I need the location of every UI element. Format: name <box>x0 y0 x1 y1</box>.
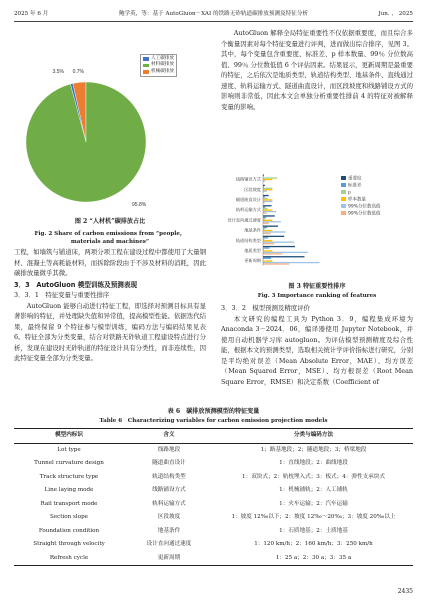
table-cell: 模型内标识 <box>55 432 83 438</box>
table6-caption <box>14 408 413 425</box>
table-cell: 设计直向通过速度 <box>146 541 192 547</box>
bar-3-4 <box>263 211 276 212</box>
paragraph: 工程，如墙筑与铺道床，两项分项工程在建设过程中都使用了大量钢材、混凝土等高耗能材料，而拆除阶段由于不涉及材料的消耗，因此碳排放量微乎其微。 <box>14 248 206 277</box>
right-column-text-bottom <box>221 303 413 387</box>
table-cell: Rail transport mode <box>40 500 98 507</box>
paragraph: 本文研究的编程工具为 Python 3．9，编程集成环境为 Anaconda 3－2024．06，编译器使用 Jupyter Notebook，并使用自动机器学习库 autogluon。为评估模型预测精度及综合性能，根据本文的预测类型，选取相关统计学评价指标进行研究，分别是平均绝对误差（Mean Absolute Error，MAE）、均方误差（Mean Squared Error，MSE）、均方根误差（Root Mean Square Error，RMSE）和决定系数（Coefficient of <box>221 314 413 386</box>
pie-value-label-2: 3.5% <box>52 69 64 75</box>
table-cell: Refresh cycle <box>49 554 89 561</box>
bar-0-2 <box>263 177 277 178</box>
bar-7-1 <box>263 247 270 248</box>
bar-8-0 <box>263 256 304 257</box>
bar-4-2 <box>263 218 265 219</box>
table-cell: 线路铺设方式 <box>152 487 186 493</box>
legend-label: 99%分位数高值 <box>348 204 381 210</box>
page-number: 2435 <box>397 588 413 595</box>
bar-0-3 <box>263 179 272 180</box>
table-cell: 1；路基地段；2；隧道地段；3；桥梁地段 <box>260 446 367 453</box>
table-row <box>14 538 413 552</box>
bar-svg <box>221 170 413 270</box>
y-tick-label: 更新周期 <box>244 258 261 264</box>
bar-4-3 <box>263 220 272 221</box>
table-cell: Tunnel curvature design <box>34 460 104 466</box>
bar-0-4 <box>263 180 265 181</box>
fig3-caption-cn: 图 3 特征重要性排序 <box>288 283 346 290</box>
bar-2-0 <box>263 195 269 196</box>
legend-label: 重要度 <box>348 176 362 182</box>
bar-1-0 <box>263 185 265 186</box>
table-cell: Section slope <box>50 514 88 520</box>
legend-swatch <box>341 183 346 187</box>
bar-6-3 <box>263 240 272 241</box>
header-title: 鲍学英，等：基于 AutoGluon－XAI 的铁路无砟轨道碳排放预测及特征分析 <box>118 11 309 17</box>
fig2-pie-chart <box>22 46 197 214</box>
legend-swatch <box>341 190 346 194</box>
bar-8-1 <box>263 258 271 259</box>
table-cell: 轨料运输方式 <box>152 500 186 507</box>
y-tick-label: 轨道结构类型 <box>235 237 261 243</box>
pie-value-label-1: 95.8% <box>132 202 147 208</box>
bar-2-4 <box>263 201 272 202</box>
header-rule <box>14 21 413 22</box>
bar-5-5 <box>263 233 271 234</box>
legend-swatch <box>143 57 149 61</box>
bar-6-0 <box>263 236 284 237</box>
table-cell: 1：机械铺轨；2：人工铺轨 <box>279 487 348 493</box>
bar-3-2 <box>263 208 268 209</box>
bar-8-4 <box>263 262 320 263</box>
y-tick-label: 地质类型 <box>244 248 261 253</box>
table-cell: 区段坡度 <box>157 514 181 520</box>
bar-2-3 <box>263 199 272 200</box>
fig2-caption-cn: 图 2 “人材机”碳排放占比 <box>74 218 146 225</box>
legend-swatch <box>341 204 346 208</box>
bar-5-1 <box>263 227 267 228</box>
bar-2-2 <box>263 198 268 199</box>
bar-6-5 <box>263 243 274 244</box>
legend-swatch <box>341 211 346 215</box>
y-tick-label: 线路铺设方式 <box>235 176 261 182</box>
table-cell: 含义 <box>163 432 175 438</box>
bar-7-4 <box>263 252 308 253</box>
section-heading-3-3: 3．3 AutoGluon 模型训练及预测表现 <box>14 280 138 289</box>
fig3-bar-chart <box>221 170 413 282</box>
legend-label: 材料碳排放 <box>151 62 174 68</box>
table-row <box>14 552 413 566</box>
legend-label: 99%分位数低值 <box>348 211 381 217</box>
table-row <box>14 471 413 485</box>
bar-2-5 <box>263 202 265 203</box>
bar-3-0 <box>263 205 271 206</box>
fig2-caption-en-1: Fig. 2 Share of carbon emissions from “people， <box>34 230 186 237</box>
table-row <box>14 484 413 498</box>
bar-2-1 <box>263 196 265 197</box>
table-row <box>14 525 413 539</box>
section-heading-3-3-2: 3．3．2 模型预测及精度评价 <box>221 304 310 312</box>
right-column-text-top <box>221 28 413 112</box>
bar-7-3 <box>263 250 272 251</box>
table-cell: 更新周期 <box>157 554 181 561</box>
table-cell: 分类与编码方法 <box>293 432 334 438</box>
table-row <box>14 498 413 512</box>
legend-label: p <box>348 190 351 196</box>
legend-swatch <box>143 70 149 74</box>
paragraph: AutoGluon 解释全局特征重要性不仅依据重要度，而且综合多个衡量因素对每个特征变量进行评判，进而做出综合排序，见图 3。其中，每个变量包含重要度、标准差、p 样本数量、99％ 分位数高值、99％ 分位数低值 6 个评估因素。结果显示，更新周期是最重要的特征，之后依次是地质类型、轨道结构类型、地基条件、直线通过速度、轨料运输方式、隧道曲直设计，而区段坡度和线路铺设方式的影响则非常低，因此本文会单独分析重要性排前 4 的特征对被解释变量的影响。 <box>221 29 413 111</box>
bar-7-5 <box>263 253 282 254</box>
bar-8-5 <box>263 263 289 264</box>
bar-1-4 <box>263 191 267 192</box>
left-column-text <box>14 247 206 364</box>
y-tick-label: 区段坡度 <box>244 186 261 192</box>
fig3-caption <box>221 283 413 300</box>
fig3-caption-en: Fig. 3 Importance ranking of features <box>257 292 377 299</box>
bar-5-0 <box>263 226 278 227</box>
header-date: 2025 年 6 月 <box>14 11 49 17</box>
bar-4-4 <box>263 221 281 222</box>
table6-caption-cn: 表 6 碳排放预测模型的特征变量 <box>167 408 260 415</box>
table-cell: 1：坡度 12‰以下；2：坡度 12‰～20‰；3：坡度 20‰以上 <box>231 514 396 520</box>
bar-5-4 <box>263 231 286 232</box>
legend-swatch <box>341 197 346 201</box>
legend-label: 样本数量 <box>348 197 366 203</box>
y-tick-label: 地基条件 <box>244 227 261 233</box>
running-header <box>14 9 413 19</box>
table-cell: Lot type <box>57 446 81 453</box>
table-cell: 1：石质地基；2：土质地基 <box>279 527 348 534</box>
y-tick-label: 隧道曲直设计 <box>235 197 261 202</box>
table-rule <box>14 565 413 566</box>
bar-4-5 <box>263 223 269 224</box>
pie-value-label-0: 0.7% <box>72 69 84 75</box>
bar-1-3 <box>263 189 272 190</box>
legend-label: 人工碳排放 <box>151 56 174 61</box>
table-row <box>14 457 413 471</box>
bar-6-4 <box>263 242 294 243</box>
legend-label: 标准差 <box>348 183 362 189</box>
legend-label: 机械碳排放 <box>151 68 174 74</box>
table-cell: Line laying mode <box>44 487 94 493</box>
table-cell: Track structure type <box>39 473 99 480</box>
table-cell: 1：120 km/h；2：160 km/h；3：250 km/h <box>254 541 373 547</box>
paragraph: AutoGluon 能够自动进行特征工程，即选择对预测目标具有显著影响的特征，并处理缺失值和异常值，提高模型性能。依据迭代结果，最终保留 9 个特征参与模型训练，编码方法与编码结果见表 6。特征全部为分类变量，结合对铁路无砟轨道工程建设特点进行分析，发现在建设时无砟轨道的特征设计具有分类性，而非连续性，因此特征变量全部为分类变量。 <box>14 301 206 362</box>
bar-6-2 <box>263 239 264 240</box>
bar-5-3 <box>263 230 272 231</box>
table-cell: 隧道曲直设计 <box>152 460 186 466</box>
table-cell: 1：25 a；2：30 a；3：35 a <box>275 554 352 561</box>
bar-3-3 <box>263 209 272 210</box>
bar-7-0 <box>263 246 295 247</box>
bar-3-5 <box>263 212 267 213</box>
bar-8-3 <box>263 260 272 261</box>
bar-3-1 <box>263 207 265 208</box>
header-date-en: Jun. ， 2025 <box>378 11 413 17</box>
table-cell: 1：火车运输；2：汽车运输 <box>279 500 348 507</box>
table-cell: 地基条件 <box>157 527 181 534</box>
bar-4-1 <box>263 217 266 218</box>
table6-caption-en: Table 6 Characterizing variables for carbon emission projection models <box>99 417 328 424</box>
fig2-caption-en-2: materials and machines” <box>70 238 150 245</box>
section-heading-3-3-1: 3．3．1 特征变量与重要性排序 <box>14 291 110 299</box>
pie-slice-1 <box>26 82 146 202</box>
bar-4-0 <box>263 215 275 216</box>
table-cell: Straight through velocity <box>33 541 105 547</box>
table-row <box>14 444 413 458</box>
fig2-caption <box>14 218 206 246</box>
table-cell: Foundation condition <box>38 527 100 534</box>
bar-5-2 <box>263 228 265 229</box>
bar-1-2 <box>263 188 272 189</box>
pie-legend <box>140 54 177 77</box>
pie-legend-item <box>143 69 174 75</box>
bar-6-1 <box>263 237 268 238</box>
table-cell: 线路地段 <box>157 446 181 453</box>
table-cell: 1：直线地段；2：曲线地段 <box>279 460 348 466</box>
legend-swatch <box>143 64 149 68</box>
legend-swatch <box>341 176 346 180</box>
y-tick-label: 轨料运输方式 <box>235 207 261 213</box>
table-row <box>14 511 413 525</box>
table-cell: 1：双块式；2：轨枕埋入式；3：板式；4：弹性支承块式 <box>242 473 385 480</box>
table-header-row <box>14 429 413 443</box>
table-cell: 轨道结构类型 <box>152 473 186 480</box>
y-tick-label: 设计直向通过速度 <box>227 217 261 223</box>
